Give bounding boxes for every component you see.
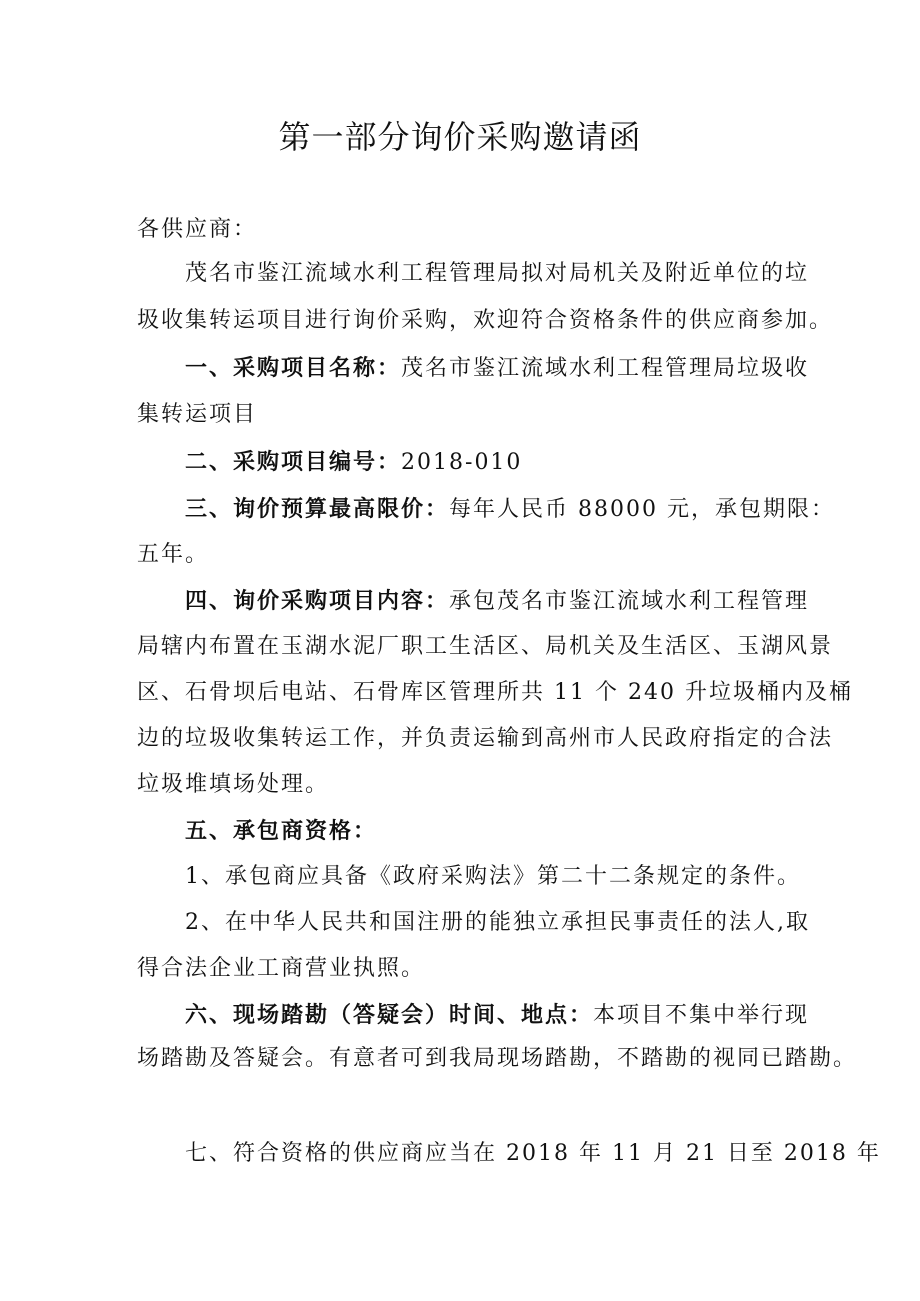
section-2-label: 二、采购项目编号： — [185, 449, 402, 475]
section-6-label: 六、现场踏勘（答疑会）时间、地点： — [185, 1002, 594, 1028]
intro-line-2: 圾收集转运项目进行询价采购，欢迎符合资格条件的供应商参加。 — [137, 308, 834, 333]
section-6 — [185, 1000, 809, 1031]
section-1-label: 一、采购项目名称： — [185, 355, 402, 381]
section-1-text: 茂名市鉴江流域水利工程管理局垃圾收 — [401, 356, 810, 381]
section-1-cont: 集转运项目 — [137, 402, 258, 427]
section-3-cont: 五年。 — [137, 542, 210, 567]
section-4-cont-2: 区、石骨坝后电站、石骨库区管理所共 11 个 240 升垃圾桶内及桶 — [137, 680, 853, 705]
section-5-item-1: 1、承包商应具备《政府采购法》第二十二条规定的条件。 — [185, 864, 801, 889]
section-4-cont-4: 垃圾堆填场处理。 — [137, 772, 330, 797]
section-3 — [185, 494, 835, 525]
section-5-label — [185, 816, 377, 847]
section-6-text: 本项目不集中举行现 — [593, 1003, 810, 1028]
section-5-label-text: 五、承包商资格： — [185, 818, 378, 844]
section-2-text: 2018-010 — [401, 450, 523, 475]
section-4 — [185, 586, 809, 617]
intro-line-1: 茂名市鉴江流域水利工程管理局拟对局机关及附近单位的垃 — [185, 261, 810, 286]
section-5-item-2: 2、在中华人民共和国注册的能独立承担民事责任的法人,取 — [185, 910, 810, 935]
section-5-cont: 得合法企业工商营业执照。 — [137, 956, 426, 981]
section-1 — [185, 353, 809, 384]
section-2 — [185, 447, 522, 478]
section-6-cont: 场踏勘及答疑会。有意者可到我局现场踏勘，不踏勘的视同已踏勘。 — [137, 1046, 858, 1071]
section-3-label: 三、询价预算最高限价： — [185, 496, 450, 522]
salutation: 各供应商： — [137, 217, 258, 242]
section-3-text: 每年人民币 88000 元，承包期限： — [449, 497, 835, 522]
section-4-cont-1: 局辖内布置在玉湖水泥厂职工生活区、局机关及生活区、玉湖风景 — [137, 634, 834, 659]
page-title: 第一部分询价采购邀请函 — [278, 118, 642, 156]
section-4-cont-3: 边的垃圾收集转运工作，并负责运输到高州市人民政府指定的合法 — [137, 726, 834, 751]
section-7: 七、符合资格的供应商应当在 2018 年 11 月 21 日至 2018 年 — [185, 1141, 881, 1166]
section-4-text: 承包茂名市鉴江流域水利工程管理 — [449, 589, 810, 614]
section-4-label: 四、询价采购项目内容： — [185, 588, 450, 614]
